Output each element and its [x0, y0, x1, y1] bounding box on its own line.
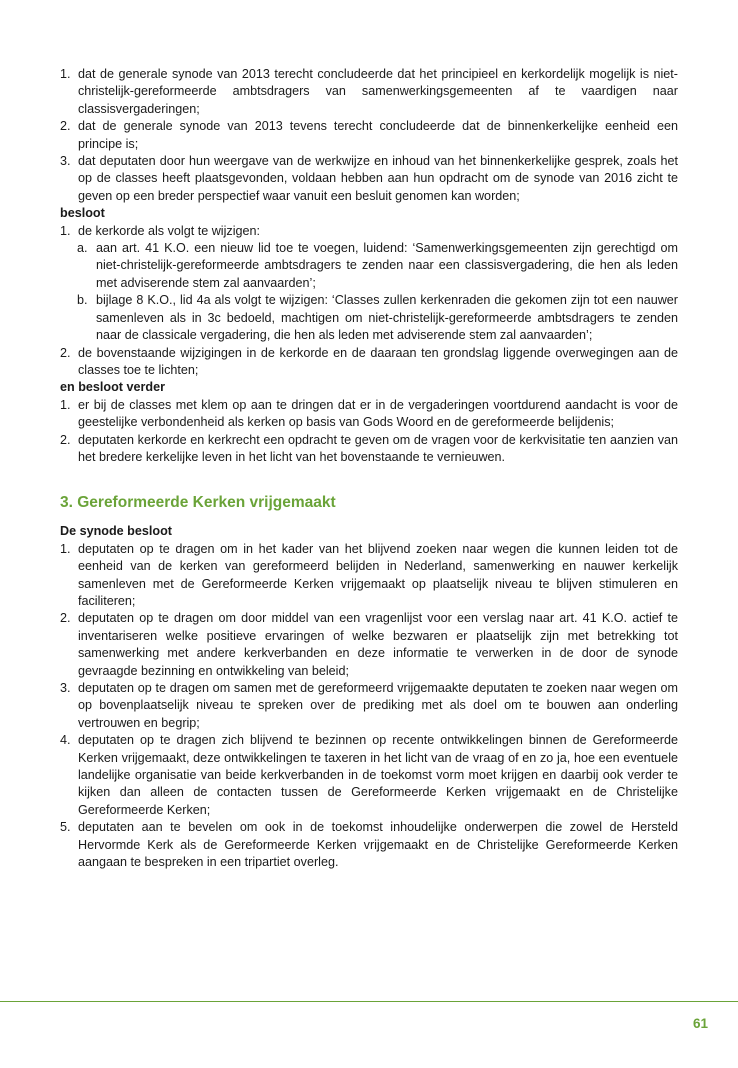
- list-text: deputaten op te dragen om in het kader van het blijvend zoeken naar wegen die kunnen leiden tot de eenheid van de kerken van gereformeerd belijden in Nederland, samenwerking en nauwer kerkelijk samenleven met de Gereformeerde Kerken vrijgemaakt op plaatselijk niveau te blijven stimuleren en faciliteren;: [78, 541, 678, 608]
- list-item: [60, 118, 678, 153]
- document-body: [60, 66, 678, 871]
- list-item: [60, 680, 678, 732]
- list-text: de bovenstaande wijzigingen in de kerkorde en de daaraan ten grondslag liggende overwegingen aan de classes toe te lichten;: [78, 345, 678, 377]
- list-item: [60, 66, 678, 118]
- list-number: 2.: [60, 611, 71, 626]
- besloot-list: [60, 223, 678, 380]
- list-number: 3.: [60, 681, 71, 695]
- intro-list: [60, 66, 678, 205]
- list-text: deputaten aan te bevelen om ook in de toekomst inhoudelijke onderwerpen die zowel de Hersteld Hervormde Kerk als de Gereformeerde Kerken vrijgemaakt en de Christelijke Gereformeerde Kerken aangaan te bespreken in een tripartiet overleg.: [78, 820, 678, 870]
- list-text: er bij de classes met klem op aan te dringen dat er in de vergaderingen voortdurend aandacht is voor de geestelijke verbondenheid als kerken op basis van Gods Woord en de gereformeerde belijdenis;: [78, 397, 678, 430]
- sub-list-text: aan art. 41 K.O. een nieuw lid toe te voegen, luidend: ‘Samenwerkingsgemeenten zijn gerechtigd om niet-christelijk-gereformeerde ambtsdragers te zenden naar een classisvergadering, die hen als leden met adviserende stem zal aanvaarden’;: [96, 241, 678, 290]
- list-number: 2.: [60, 432, 71, 447]
- list-text: deputaten op te dragen om samen met de gereformeerd vrijgemaakte deputaten te zoeken naar wegen om op bovenplaatselijk niveau te spreken over de prediking met als doel om te bouwen aan onderling vertrouwen en begrip;: [78, 681, 678, 730]
- sub-list-item: [60, 240, 678, 292]
- list-number: 1.: [60, 223, 71, 238]
- list-number: 3.: [60, 154, 71, 169]
- section-title: 3. Gereformeerde Kerken vrijgemaakt: [60, 494, 336, 512]
- list-number: 2.: [60, 119, 71, 134]
- synode-list: [60, 541, 678, 872]
- list-text: deputaten op te dragen zich blijvend te bezinnen op recente ontwikkelingen binnen de Gereformeerde Kerken vrijgemaakt, deze ontwikkelingen te taxeren in het licht van de vraag of en zo ja, hoe een eventuele landelijke organisatie van beide kerkverbanden in de toekomst vorm moet krijgen en daarbij ook verder te kijken dan alleen de contacten tussen de Gereformeerde Kerken vrijgemaakt en de Christelijke Gereformeerde Kerken;: [78, 733, 678, 817]
- list-text: deputaten kerkorde en kerkrecht een opdracht te geven om de vragen voor de kerkvisitatie ten aanzien van het bredere kerkelijke leven in het licht van het bovenstaande te vernieuwen.: [78, 432, 678, 464]
- sub-list-wrapper: [60, 240, 678, 344]
- list-number: 1.: [60, 67, 71, 81]
- list-item: [60, 610, 678, 680]
- list-item: [60, 819, 678, 871]
- verder-heading: en besloot verder: [60, 380, 165, 395]
- list-item: [60, 541, 678, 611]
- list-number: 1.: [60, 397, 71, 412]
- sub-list: [60, 240, 678, 344]
- list-text: dat de generale synode van 2013 tevens terecht concludeerde dat de binnenkerkelijke eenheid een principe is;: [78, 119, 678, 151]
- list-item: [60, 153, 678, 205]
- footer-divider: [0, 1001, 738, 1002]
- list-number: 4.: [60, 733, 71, 748]
- list-number: 2.: [60, 345, 71, 360]
- verder-list: [60, 397, 678, 467]
- list-text: deputaten op te dragen om door middel van een vragenlijst voor een verslag naar art. 41 K.O. actief te inventariseren welke positieve ervaringen of welke bezwaren er plaatselijk zijn met betrekking tot samenwerking met andere kerkverbanden en deze informatie te verwerken in de door de synode gevraagde bezinning en ontwikkeling van beleid;: [78, 611, 678, 678]
- sub-list-letter: b.: [77, 293, 88, 308]
- list-number: 1.: [60, 541, 71, 556]
- sub-list-item: [60, 292, 678, 344]
- list-item: [60, 732, 678, 819]
- list-text: de kerkorde als volgt te wijzigen:: [78, 223, 261, 238]
- page-number: 61: [692, 1016, 708, 1031]
- sub-list-letter: a.: [77, 241, 88, 256]
- besloot-heading: besloot: [60, 206, 105, 221]
- list-item: [60, 345, 678, 380]
- list-item: [60, 432, 678, 467]
- list-item: [60, 223, 678, 240]
- synode-heading: De synode besloot: [60, 524, 172, 539]
- list-item: [60, 397, 678, 432]
- sub-list-text: bijlage 8 K.O., lid 4a als volgt te wijzigen: ‘Classes zullen kerkenraden die gekomen zijn tot een nauwer samenleven als in 3c bedoeld, machtigen om niet-christelijk-gereformeerde ambtsdragers te zenden naar de classicale vergadering, die hen als leden met adviserende stem zal aanvaarden’;: [96, 293, 678, 343]
- list-number: 5.: [60, 820, 71, 835]
- list-text: dat de generale synode van 2013 terecht concludeerde dat het principieel en kerkordelijk mogelijk is niet-christelijk-gereformeerde ambtsdragers van samenwerkingsgemeenten af te vaardigen naar classisvergaderingen;: [78, 67, 678, 116]
- list-text: dat deputaten door hun weergave van de werkwijze en inhoud van het binnenkerkelijke gesprek, zoals het op de classes heeft plaatsgevonden, voldaan hebben aan hun opdracht om de synode van 2016 zicht te geven op een breder perspectief waar vanuit een besluit genomen kan worden;: [78, 154, 678, 203]
